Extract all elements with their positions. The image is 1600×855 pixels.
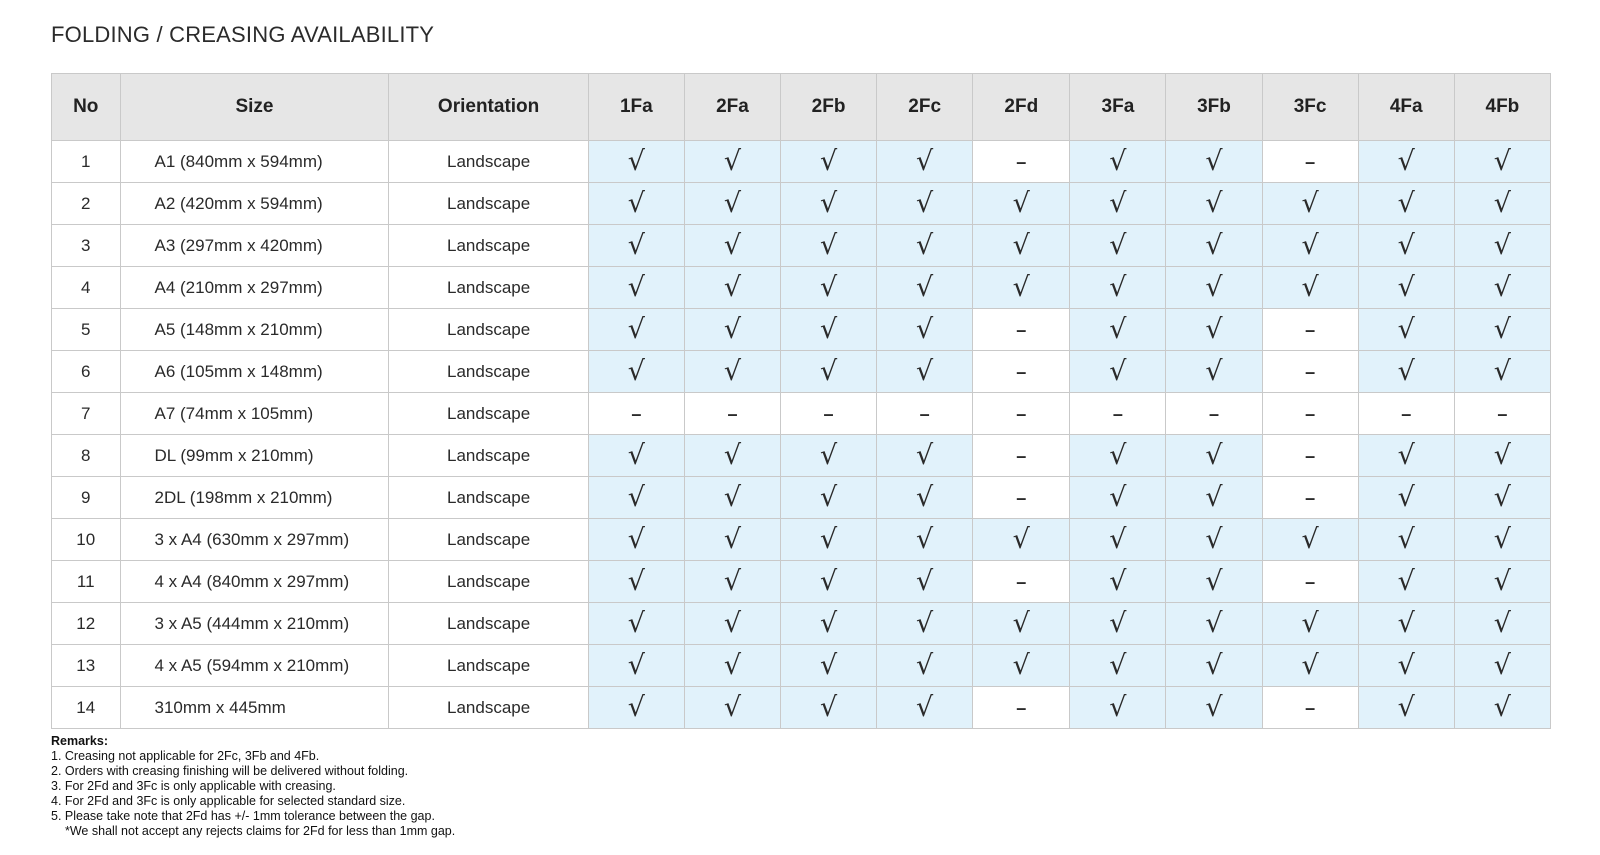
table-header-row: [52, 74, 1551, 141]
check-mark-icon: √: [1454, 141, 1550, 183]
check-mark-icon: √: [781, 141, 877, 183]
row-orientation: Landscape: [389, 183, 588, 225]
row-orientation: Landscape: [389, 603, 588, 645]
check-mark-icon: √: [1262, 645, 1358, 687]
check-mark-icon: √: [1358, 561, 1454, 603]
remark-item-4: 4. For 2Fd and 3Fc is only applicable for selected standard size.: [51, 794, 406, 808]
row-size: A7 (74mm x 105mm): [120, 393, 389, 435]
check-mark-icon: √: [1166, 687, 1262, 729]
check-mark-icon: √: [781, 225, 877, 267]
row-number: 11: [52, 561, 121, 603]
dash-icon: –: [1070, 393, 1166, 435]
row-orientation: Landscape: [389, 309, 588, 351]
check-mark-icon: √: [1166, 267, 1262, 309]
check-mark-icon: √: [1358, 477, 1454, 519]
check-mark-icon: √: [588, 141, 684, 183]
check-mark-icon: √: [1166, 603, 1262, 645]
check-mark-icon: √: [1070, 561, 1166, 603]
table-body: [52, 141, 1551, 729]
dash-icon: –: [1262, 561, 1358, 603]
table-row: [52, 393, 1551, 435]
check-mark-icon: √: [588, 519, 684, 561]
check-mark-icon: √: [1166, 183, 1262, 225]
column-header-3fa: 3Fa: [1070, 74, 1166, 141]
dash-icon: –: [1454, 393, 1550, 435]
check-mark-icon: √: [877, 561, 973, 603]
check-mark-icon: √: [588, 309, 684, 351]
column-header-2fa: 2Fa: [684, 74, 780, 141]
dash-icon: –: [973, 309, 1070, 351]
row-orientation: Landscape: [389, 645, 588, 687]
check-mark-icon: √: [973, 183, 1070, 225]
check-mark-icon: √: [684, 687, 780, 729]
table-row: [52, 225, 1551, 267]
check-mark-icon: √: [1358, 141, 1454, 183]
check-mark-icon: √: [1454, 519, 1550, 561]
check-mark-icon: √: [588, 603, 684, 645]
check-mark-icon: √: [1358, 645, 1454, 687]
check-mark-icon: √: [1166, 645, 1262, 687]
check-mark-icon: √: [588, 435, 684, 477]
table-row: [52, 267, 1551, 309]
check-mark-icon: √: [1166, 477, 1262, 519]
row-size: A1 (840mm x 594mm): [120, 141, 389, 183]
check-mark-icon: √: [1358, 687, 1454, 729]
table-row: [52, 435, 1551, 477]
check-mark-icon: √: [781, 435, 877, 477]
check-mark-icon: √: [1358, 267, 1454, 309]
remark-item-5: 5. Please take note that 2Fd has +/- 1mm tolerance between the gap.: [51, 809, 435, 823]
check-mark-icon: √: [588, 561, 684, 603]
dash-icon: –: [684, 393, 780, 435]
table-row: [52, 141, 1551, 183]
check-mark-icon: √: [1070, 603, 1166, 645]
row-number: 12: [52, 603, 121, 645]
row-number: 2: [52, 183, 121, 225]
column-header-orientation: Orientation: [389, 74, 588, 141]
row-number: 6: [52, 351, 121, 393]
check-mark-icon: √: [1454, 183, 1550, 225]
check-mark-icon: √: [1454, 435, 1550, 477]
row-orientation: Landscape: [389, 225, 588, 267]
check-mark-icon: √: [1454, 645, 1550, 687]
row-orientation: Landscape: [389, 477, 588, 519]
check-mark-icon: √: [684, 477, 780, 519]
table-row: [52, 561, 1551, 603]
check-mark-icon: √: [877, 309, 973, 351]
row-number: 7: [52, 393, 121, 435]
check-mark-icon: √: [1070, 645, 1166, 687]
check-mark-icon: √: [1358, 351, 1454, 393]
check-mark-icon: √: [588, 183, 684, 225]
check-mark-icon: √: [588, 267, 684, 309]
row-size: A2 (420mm x 594mm): [120, 183, 389, 225]
check-mark-icon: √: [1358, 225, 1454, 267]
column-header-4fa: 4Fa: [1358, 74, 1454, 141]
check-mark-icon: √: [1166, 561, 1262, 603]
row-size: 3 x A5 (444mm x 210mm): [120, 603, 389, 645]
column-header-3fc: 3Fc: [1262, 74, 1358, 141]
check-mark-icon: √: [1262, 603, 1358, 645]
check-mark-icon: √: [1070, 225, 1166, 267]
dash-icon: –: [781, 393, 877, 435]
check-mark-icon: √: [877, 687, 973, 729]
row-size: DL (99mm x 210mm): [120, 435, 389, 477]
table-row: [52, 687, 1551, 729]
check-mark-icon: √: [1166, 351, 1262, 393]
check-mark-icon: √: [588, 645, 684, 687]
remarks-heading: Remarks:: [51, 734, 108, 748]
row-number: 4: [52, 267, 121, 309]
check-mark-icon: √: [781, 645, 877, 687]
row-orientation: Landscape: [389, 267, 588, 309]
check-mark-icon: √: [1070, 435, 1166, 477]
dash-icon: –: [1358, 393, 1454, 435]
dash-icon: –: [1262, 351, 1358, 393]
check-mark-icon: √: [877, 351, 973, 393]
check-mark-icon: √: [684, 435, 780, 477]
check-mark-icon: √: [1454, 309, 1550, 351]
row-number: 13: [52, 645, 121, 687]
check-mark-icon: √: [973, 519, 1070, 561]
row-size: 310mm x 445mm: [120, 687, 389, 729]
check-mark-icon: √: [877, 477, 973, 519]
row-size: A5 (148mm x 210mm): [120, 309, 389, 351]
check-mark-icon: √: [1454, 687, 1550, 729]
table-row: [52, 309, 1551, 351]
check-mark-icon: √: [877, 603, 973, 645]
row-number: 5: [52, 309, 121, 351]
row-size: A3 (297mm x 420mm): [120, 225, 389, 267]
dash-icon: –: [1262, 393, 1358, 435]
dash-icon: –: [973, 435, 1070, 477]
dash-icon: –: [973, 561, 1070, 603]
check-mark-icon: √: [1070, 351, 1166, 393]
check-mark-icon: √: [684, 603, 780, 645]
check-mark-icon: √: [877, 183, 973, 225]
check-mark-icon: √: [781, 603, 877, 645]
row-size: 3 x A4 (630mm x 297mm): [120, 519, 389, 561]
check-mark-icon: √: [1454, 351, 1550, 393]
check-mark-icon: √: [1358, 519, 1454, 561]
column-header-no: No: [52, 74, 121, 141]
dash-icon: –: [973, 477, 1070, 519]
dash-icon: –: [588, 393, 684, 435]
remark-note: *We shall not accept any rejects claims for 2Fd for less than 1mm gap.: [65, 824, 456, 838]
check-mark-icon: √: [877, 225, 973, 267]
column-header-4fb: 4Fb: [1454, 74, 1550, 141]
check-mark-icon: √: [588, 477, 684, 519]
check-mark-icon: √: [1454, 225, 1550, 267]
dash-icon: –: [973, 351, 1070, 393]
row-orientation: Landscape: [389, 519, 588, 561]
check-mark-icon: √: [588, 687, 684, 729]
column-header-2fd: 2Fd: [973, 74, 1070, 141]
table-row: [52, 519, 1551, 561]
dash-icon: –: [1262, 141, 1358, 183]
dash-icon: –: [1262, 687, 1358, 729]
check-mark-icon: √: [1262, 183, 1358, 225]
check-mark-icon: √: [684, 183, 780, 225]
check-mark-icon: √: [781, 309, 877, 351]
check-mark-icon: √: [684, 351, 780, 393]
row-number: 9: [52, 477, 121, 519]
check-mark-icon: √: [973, 225, 1070, 267]
check-mark-icon: √: [781, 519, 877, 561]
check-mark-icon: √: [973, 645, 1070, 687]
dash-icon: –: [1166, 393, 1262, 435]
row-size: 4 x A5 (594mm x 210mm): [120, 645, 389, 687]
check-mark-icon: √: [588, 225, 684, 267]
check-mark-icon: √: [973, 603, 1070, 645]
column-header-1fa: 1Fa: [588, 74, 684, 141]
check-mark-icon: √: [877, 519, 973, 561]
row-number: 10: [52, 519, 121, 561]
row-orientation: Landscape: [389, 435, 588, 477]
column-header-2fc: 2Fc: [877, 74, 973, 141]
remarks-section: [51, 734, 455, 839]
check-mark-icon: √: [588, 351, 684, 393]
row-size: A4 (210mm x 297mm): [120, 267, 389, 309]
check-mark-icon: √: [1070, 519, 1166, 561]
check-mark-icon: √: [684, 645, 780, 687]
check-mark-icon: √: [1262, 267, 1358, 309]
table-row: [52, 351, 1551, 393]
check-mark-icon: √: [1166, 141, 1262, 183]
dash-icon: –: [973, 393, 1070, 435]
dash-icon: –: [877, 393, 973, 435]
check-mark-icon: √: [877, 141, 973, 183]
row-number: 8: [52, 435, 121, 477]
table-row: [52, 603, 1551, 645]
check-mark-icon: √: [781, 561, 877, 603]
row-orientation: Landscape: [389, 561, 588, 603]
check-mark-icon: √: [1454, 267, 1550, 309]
check-mark-icon: √: [781, 687, 877, 729]
check-mark-icon: √: [781, 477, 877, 519]
row-size: A6 (105mm x 148mm): [120, 351, 389, 393]
check-mark-icon: √: [1358, 603, 1454, 645]
check-mark-icon: √: [684, 519, 780, 561]
check-mark-icon: √: [1166, 225, 1262, 267]
column-header-size: Size: [120, 74, 389, 141]
check-mark-icon: √: [1454, 477, 1550, 519]
check-mark-icon: √: [877, 435, 973, 477]
row-orientation: Landscape: [389, 393, 588, 435]
row-orientation: Landscape: [389, 687, 588, 729]
check-mark-icon: √: [684, 225, 780, 267]
remark-item-1: 1. Creasing not applicable for 2Fc, 3Fb and 4Fb.: [51, 749, 320, 763]
check-mark-icon: √: [1262, 225, 1358, 267]
dash-icon: –: [973, 141, 1070, 183]
row-orientation: Landscape: [389, 141, 588, 183]
dash-icon: –: [1262, 309, 1358, 351]
table-row: [52, 645, 1551, 687]
check-mark-icon: √: [1070, 141, 1166, 183]
check-mark-icon: √: [1166, 519, 1262, 561]
check-mark-icon: √: [1070, 309, 1166, 351]
check-mark-icon: √: [1070, 477, 1166, 519]
check-mark-icon: √: [684, 267, 780, 309]
dash-icon: –: [973, 687, 1070, 729]
dash-icon: –: [1262, 435, 1358, 477]
row-number: 3: [52, 225, 121, 267]
check-mark-icon: √: [877, 267, 973, 309]
check-mark-icon: √: [684, 309, 780, 351]
check-mark-icon: √: [1070, 267, 1166, 309]
check-mark-icon: √: [1454, 561, 1550, 603]
table-row: [52, 183, 1551, 225]
row-number: 1: [52, 141, 121, 183]
dash-icon: –: [1262, 477, 1358, 519]
check-mark-icon: √: [1358, 309, 1454, 351]
check-mark-icon: √: [1262, 519, 1358, 561]
check-mark-icon: √: [1358, 435, 1454, 477]
check-mark-icon: √: [1166, 435, 1262, 477]
column-header-2fb: 2Fb: [781, 74, 877, 141]
check-mark-icon: √: [1454, 603, 1550, 645]
check-mark-icon: √: [684, 141, 780, 183]
check-mark-icon: √: [1358, 183, 1454, 225]
check-mark-icon: √: [973, 267, 1070, 309]
check-mark-icon: √: [1166, 309, 1262, 351]
row-size: 2DL (198mm x 210mm): [120, 477, 389, 519]
check-mark-icon: √: [781, 351, 877, 393]
remark-item-3: 3. For 2Fd and 3Fc is only applicable with creasing.: [51, 779, 336, 793]
check-mark-icon: √: [684, 561, 780, 603]
row-number: 14: [52, 687, 121, 729]
check-mark-icon: √: [781, 183, 877, 225]
column-header-3fb: 3Fb: [1166, 74, 1262, 141]
availability-table: [51, 73, 1551, 729]
row-orientation: Landscape: [389, 351, 588, 393]
row-size: 4 x A4 (840mm x 297mm): [120, 561, 389, 603]
page-title: FOLDING / CREASING AVAILABILITY: [51, 22, 435, 47]
check-mark-icon: √: [1070, 687, 1166, 729]
table-row: [52, 477, 1551, 519]
check-mark-icon: √: [1070, 183, 1166, 225]
remark-item-2: 2. Orders with creasing finishing will be delivered without folding.: [51, 764, 409, 778]
check-mark-icon: √: [781, 267, 877, 309]
check-mark-icon: √: [877, 645, 973, 687]
